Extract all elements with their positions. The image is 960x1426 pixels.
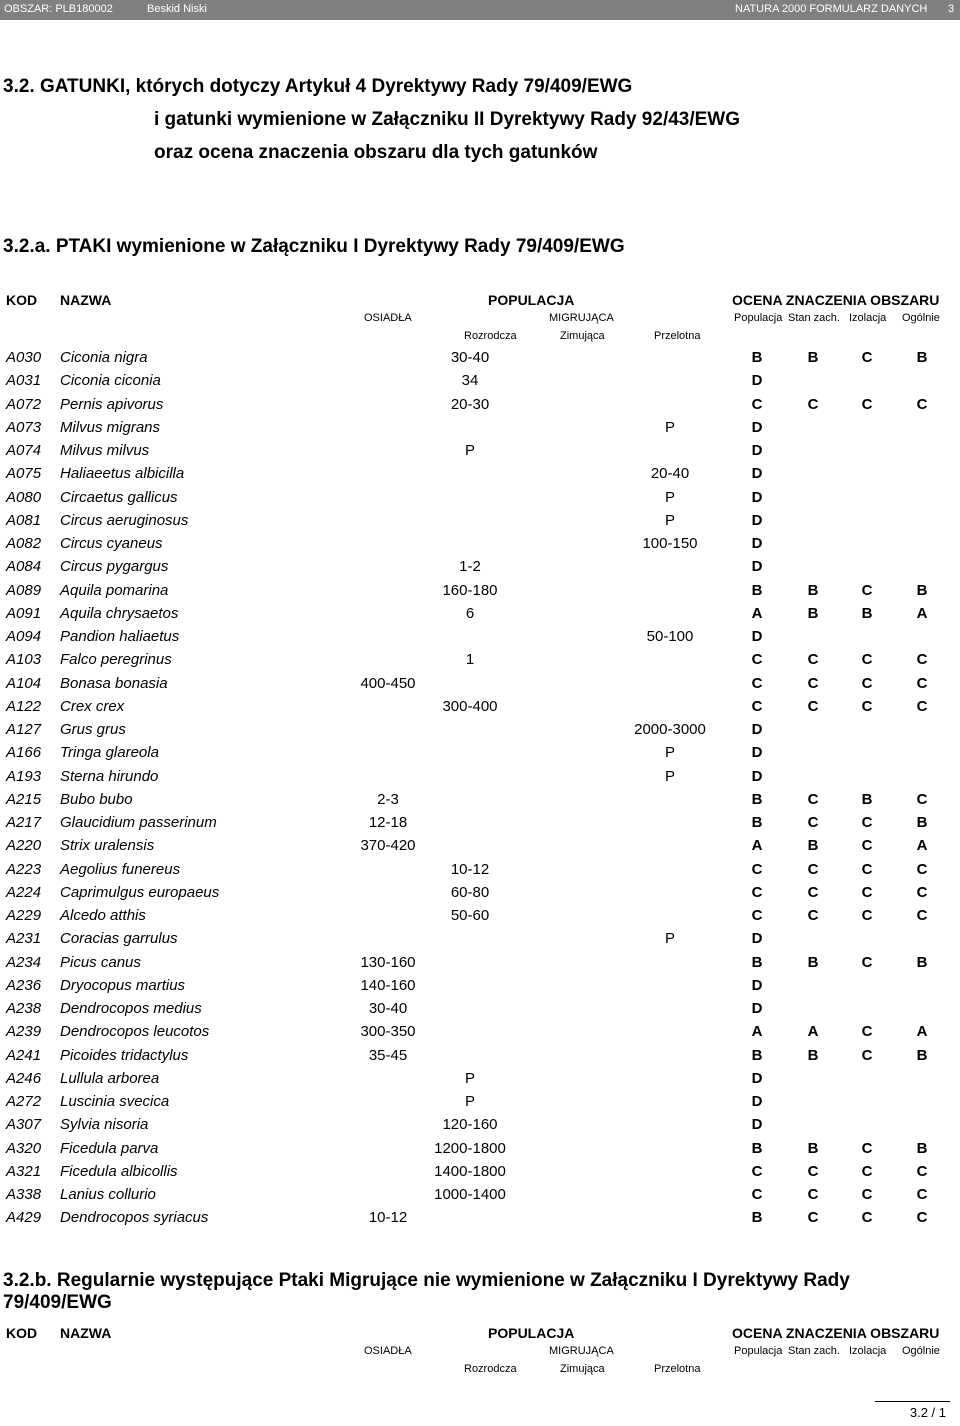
species-name: Glaucidium passerinum [60,814,217,831]
assessment-stan-zach: B [807,1047,819,1064]
assessment-izolacja: C [861,1023,873,1040]
population-rozrodcza: P [464,442,475,459]
species-code: A223 [6,861,42,878]
assessment-ogolnie: C [916,884,928,901]
assessment-stan-zach: B [807,954,819,971]
assessment-ogolnie: B [916,582,928,599]
assessment-populacja: D [751,489,763,506]
table-row [0,954,960,977]
assessment-populacja: B [751,814,763,831]
header-ocena-populacja: Populacja [734,312,783,324]
table-row [0,1000,960,1023]
assessment-stan-zach: C [807,1209,819,1226]
assessment-ogolnie: A [916,1023,928,1040]
population-rozrodcza: P [464,1070,475,1087]
species-code: A217 [6,814,42,831]
assessment-izolacja: C [861,837,873,854]
table-row [0,791,960,814]
species-name: Ciconia nigra [60,349,148,366]
species-code: A122 [6,698,42,715]
population-osiadla: 10-12 [368,1209,408,1226]
assessment-izolacja: C [861,396,873,413]
table-row [0,698,960,721]
population-rozrodcza: 10-12 [450,861,490,878]
header-nazwa: NAZWA [60,1325,112,1341]
species-code: A229 [6,907,42,924]
table-row [0,721,960,744]
species-name: Aquila chrysaetos [60,605,179,622]
population-rozrodcza: 120-160 [442,1116,498,1133]
species-code: A084 [6,558,42,575]
population-rozrodcza: 34 [461,372,479,389]
assessment-ogolnie: C [916,791,928,808]
header-migrujaca: MIGRUJĄCA [549,312,614,324]
population-rozrodcza: 160-180 [442,582,498,599]
assessment-ogolnie: C [916,907,928,924]
header-populacja: POPULACJA [488,1325,575,1341]
table-row [0,1093,960,1116]
species-code: A091 [6,605,42,622]
assessment-izolacja: C [861,1186,873,1203]
assessment-izolacja: C [861,1047,873,1064]
table-row [0,768,960,791]
species-name: Strix uralensis [60,837,155,854]
assessment-izolacja: C [861,861,873,878]
header-kod: KOD [6,1325,38,1341]
assessment-izolacja: C [861,1140,873,1157]
assessment-populacja: D [751,512,763,529]
subsection-a-heading: 3.2.a. PTAKI wymienione w Załączniku I Dyrektywy Rady 79/409/EWG [3,236,625,257]
table-row [0,907,960,930]
section-title-line-2: i gatunki wymienione w Załączniku II Dyrektywy Rady 92/43/EWG [154,109,741,130]
population-przelotna: 100-150 [642,535,698,552]
assessment-stan-zach: B [807,605,819,622]
table-row [0,1186,960,1209]
species-code: A103 [6,651,42,668]
table-row [0,396,960,419]
assessment-populacja: A [751,837,763,854]
population-osiadla: 35-45 [368,1047,408,1064]
population-rozrodcza: 60-80 [450,884,490,901]
species-code: A073 [6,419,42,436]
species-name: Picoides tridactylus [60,1047,189,1064]
assessment-ogolnie: C [916,675,928,692]
table-row [0,512,960,535]
assessment-izolacja: C [861,884,873,901]
assessment-stan-zach: B [807,582,819,599]
header-kod: KOD [6,292,38,308]
population-osiadla: 370-420 [360,837,416,854]
footer-divider [875,1401,950,1402]
species-name: Falco peregrinus [60,651,172,668]
assessment-populacja: C [751,651,763,668]
table-row [0,558,960,581]
header-osiadla: OSIADŁA [364,1345,412,1357]
population-osiadla: 130-160 [360,954,416,971]
species-code: A272 [6,1093,42,1110]
assessment-populacja: A [751,1023,763,1040]
species-name: Alcedo atthis [60,907,146,924]
subsection-b-heading [3,1270,850,1314]
species-code: A321 [6,1163,42,1180]
population-rozrodcza: 20-30 [450,396,490,413]
assessment-populacja: C [751,698,763,715]
species-name: Ficedula albicollis [60,1163,178,1180]
table-row [0,372,960,395]
population-przelotna: P [664,768,675,785]
table-row [0,1023,960,1046]
population-rozrodcza: P [464,1093,475,1110]
top-header-bar [0,0,960,20]
population-rozrodcza: 30-40 [450,349,490,366]
assessment-stan-zach: B [807,349,819,366]
table-row [0,489,960,512]
assessment-izolacja: C [861,698,873,715]
assessment-izolacja: C [861,907,873,924]
assessment-populacja: D [751,465,763,482]
population-rozrodcza: 300-400 [442,698,498,715]
table-row [0,628,960,651]
population-przelotna: P [664,419,675,436]
assessment-stan-zach: C [807,814,819,831]
population-osiadla: 12-18 [368,814,408,831]
species-code: A031 [6,372,42,389]
assessment-stan-zach: C [807,651,819,668]
assessment-izolacja: C [861,651,873,668]
assessment-izolacja: B [861,791,873,808]
header-ogolnie: Ogólnie [902,1345,940,1357]
table-row [0,465,960,488]
table-row [0,930,960,953]
page-number: 3 [948,3,955,15]
header-ogolnie: Ogólnie [902,312,940,324]
species-name: Circus cyaneus [60,535,163,552]
species-name: Dendrocopos syriacus [60,1209,209,1226]
assessment-izolacja: B [861,605,873,622]
assessment-stan-zach: C [807,861,819,878]
species-name: Bubo bubo [60,791,133,808]
assessment-izolacja: C [861,954,873,971]
assessment-stan-zach: C [807,791,819,808]
species-code: A074 [6,442,42,459]
species-code: A166 [6,744,42,761]
species-code: A307 [6,1116,42,1133]
subsection-b-line-1: 3.2.b. Regularnie występujące Ptaki Migrujące nie wymienione w Załączniku I Dyrektywy Rady [3,1270,850,1291]
species-code: A081 [6,512,42,529]
header-przelotna: Przelotna [654,330,701,342]
table-row [0,977,960,1000]
species-code: A238 [6,1000,42,1017]
species-code: A089 [6,582,42,599]
subsection-b-line-2: 79/409/EWG [3,1292,112,1313]
header-migrujaca: MIGRUJĄCA [549,1345,614,1357]
assessment-stan-zach: C [807,1186,819,1203]
population-osiadla: 300-350 [360,1023,416,1040]
assessment-stan-zach: C [807,396,819,413]
assessment-populacja: D [751,535,763,552]
species-code: A193 [6,768,42,785]
species-code: A234 [6,954,42,971]
species-code: A215 [6,791,42,808]
site-code: OBSZAR: PLB180002 [4,3,113,15]
assessment-populacja: C [751,884,763,901]
header-izolacja: Izolacja [849,1345,887,1357]
assessment-populacja: D [751,558,763,575]
header-populacja: POPULACJA [488,292,575,308]
table-row [0,535,960,558]
species-code: A236 [6,977,42,994]
population-rozrodcza: 1200-1800 [434,1140,506,1157]
header-przelotna: Przelotna [654,1363,701,1375]
table-row [0,1163,960,1186]
table-row [0,582,960,605]
assessment-populacja: D [751,744,763,761]
form-name: NATURA 2000 FORMULARZ DANYCH [735,3,928,15]
species-name: Coracias garrulus [60,930,178,947]
header-ocena-populacja: Populacja [734,1345,783,1357]
footer-page-label: 3.2 / 1 [909,1405,946,1420]
header-ocena: OCENA ZNACZENIA OBSZARU [732,292,940,308]
table-row [0,675,960,698]
species-name: Circus pygargus [60,558,169,575]
assessment-ogolnie: B [916,814,928,831]
species-name: Circus aeruginosus [60,512,189,529]
assessment-ogolnie: A [916,837,928,854]
assessment-ogolnie: B [916,1140,928,1157]
species-name: Sterna hirundo [60,768,159,785]
header-ocena: OCENA ZNACZENIA OBSZARU [732,1325,940,1341]
species-name: Picus canus [60,954,141,971]
species-name: Dendrocopos leucotos [60,1023,210,1040]
assessment-stan-zach: C [807,675,819,692]
assessment-populacja: C [751,861,763,878]
population-przelotna: 50-100 [646,628,694,645]
species-name: Aquila pomarina [60,582,169,599]
assessment-ogolnie: C [916,1163,928,1180]
population-osiadla: 400-450 [360,675,416,692]
assessment-izolacja: C [861,582,873,599]
species-name: Lullula arborea [60,1070,160,1087]
species-code: A239 [6,1023,42,1040]
population-przelotna: 2000-3000 [634,721,706,738]
header-nazwa: NAZWA [60,292,112,308]
assessment-populacja: C [751,1186,763,1203]
assessment-populacja: B [751,1209,763,1226]
species-code: A075 [6,465,42,482]
header-rozrodcza: Rozrodcza [464,330,517,342]
assessment-izolacja: C [861,349,873,366]
assessment-populacja: C [751,675,763,692]
species-name: Circaetus gallicus [60,489,178,506]
species-code: A246 [6,1070,42,1087]
assessment-populacja: D [751,1093,763,1110]
population-osiadla: 2-3 [377,791,399,808]
population-przelotna: P [664,512,675,529]
assessment-izolacja: C [861,675,873,692]
assessment-ogolnie: B [916,1047,928,1064]
table-row [0,884,960,907]
assessment-stan-zach: B [807,1140,819,1157]
species-code: A220 [6,837,42,854]
header-zimujaca: Zimująca [560,1363,605,1375]
species-name: Caprimulgus europaeus [60,884,220,901]
species-name: Aegolius funereus [60,861,181,878]
species-name: Lanius collurio [60,1186,156,1203]
table-row [0,837,960,860]
assessment-izolacja: C [861,1209,873,1226]
assessment-ogolnie: B [916,349,928,366]
assessment-stan-zach: C [807,1163,819,1180]
assessment-populacja: B [751,349,763,366]
species-name: Ficedula parva [60,1140,159,1157]
table-row [0,1070,960,1093]
population-rozrodcza: 1000-1400 [434,1186,506,1203]
table-row [0,1116,960,1139]
table-row [0,1140,960,1163]
species-name: Crex crex [60,698,125,715]
assessment-ogolnie: C [916,1209,928,1226]
species-name: Ciconia ciconia [60,372,161,389]
species-name: Pandion haliaetus [60,628,180,645]
species-code: A094 [6,628,42,645]
assessment-populacja: B [751,954,763,971]
species-code: A320 [6,1140,42,1157]
header-izolacja: Izolacja [849,312,887,324]
assessment-populacja: B [751,582,763,599]
species-code: A104 [6,675,42,692]
assessment-stan-zach: A [807,1023,819,1040]
species-name: Milvus migrans [60,419,161,436]
assessment-populacja: D [751,930,763,947]
assessment-populacja: C [751,907,763,924]
table-row [0,349,960,372]
assessment-populacja: B [751,791,763,808]
assessment-populacja: C [751,1163,763,1180]
assessment-ogolnie: C [916,651,928,668]
assessment-ogolnie: C [916,396,928,413]
table-row [0,419,960,442]
species-name: Milvus milvus [60,442,150,459]
header-zimujaca: Zimująca [560,330,605,342]
assessment-ogolnie: C [916,1186,928,1203]
assessment-ogolnie: B [916,954,928,971]
population-osiadla: 30-40 [368,1000,408,1017]
species-name: Sylvia nisoria [60,1116,149,1133]
assessment-ogolnie: C [916,861,928,878]
assessment-populacja: B [751,1047,763,1064]
table-row [0,605,960,628]
header-osiadla: OSIADŁA [364,312,412,324]
assessment-izolacja: C [861,814,873,831]
population-przelotna: 20-40 [650,465,690,482]
species-code: A082 [6,535,42,552]
site-name: Beskid Niski [147,3,207,15]
species-code: A429 [6,1209,42,1226]
assessment-ogolnie: A [916,605,928,622]
population-przelotna: P [664,930,675,947]
table-row [0,651,960,674]
species-name: Dryocopus martius [60,977,186,994]
section-title-line-3: oraz ocena znaczenia obszaru dla tych gatunków [154,142,598,163]
species-name: Tringa glareola [60,744,159,761]
species-code: A030 [6,349,42,366]
species-name: Luscinia svecica [60,1093,170,1110]
table-row [0,744,960,767]
assessment-populacja: B [751,1140,763,1157]
assessment-stan-zach: B [807,837,819,854]
assessment-populacja: A [751,605,763,622]
population-rozrodcza: 1400-1800 [434,1163,506,1180]
species-code: A224 [6,884,42,901]
table-row [0,442,960,465]
population-przelotna: P [664,744,675,761]
assessment-populacja: D [751,977,763,994]
assessment-populacja: D [751,721,763,738]
section-title-line-1: 3.2. GATUNKI, których dotyczy Artykuł 4 Dyrektywy Rady 79/409/EWG [3,76,633,97]
species-code: A338 [6,1186,42,1203]
species-name: Pernis apivorus [60,396,164,413]
species-code: A127 [6,721,42,738]
species-code: A241 [6,1047,42,1064]
assessment-stan-zach: C [807,907,819,924]
table-row [0,814,960,837]
species-name: Haliaeetus albicilla [60,465,185,482]
header-rozrodcza: Rozrodcza [464,1363,517,1375]
species-code: A072 [6,396,42,413]
header-stan-zach: Stan zach. [788,312,840,324]
assessment-populacja: D [751,1070,763,1087]
assessment-populacja: D [751,372,763,389]
species-name: Dendrocopos medius [60,1000,202,1017]
assessment-populacja: D [751,1000,763,1017]
table-row [0,1209,960,1232]
assessment-populacja: D [751,442,763,459]
assessment-populacja: D [751,1116,763,1133]
assessment-populacja: D [751,768,763,785]
header-stan-zach: Stan zach. [788,1345,840,1357]
species-code: A080 [6,489,42,506]
table-row [0,861,960,884]
assessment-populacja: D [751,628,763,645]
species-name: Bonasa bonasia [60,675,168,692]
population-rozrodcza: 50-60 [450,907,490,924]
assessment-populacja: C [751,396,763,413]
assessment-ogolnie: C [916,698,928,715]
assessment-populacja: D [751,419,763,436]
population-rozrodcza: 1 [465,651,475,668]
assessment-stan-zach: C [807,698,819,715]
assessment-izolacja: C [861,1163,873,1180]
population-osiadla: 140-160 [360,977,416,994]
species-code: A231 [6,930,42,947]
species-name: Grus grus [60,721,126,738]
section-title [3,70,740,169]
population-rozrodcza: 1-2 [459,558,481,575]
assessment-stan-zach: C [807,884,819,901]
population-rozrodcza: 6 [465,605,475,622]
table-row [0,1047,960,1070]
population-przelotna: P [664,489,675,506]
